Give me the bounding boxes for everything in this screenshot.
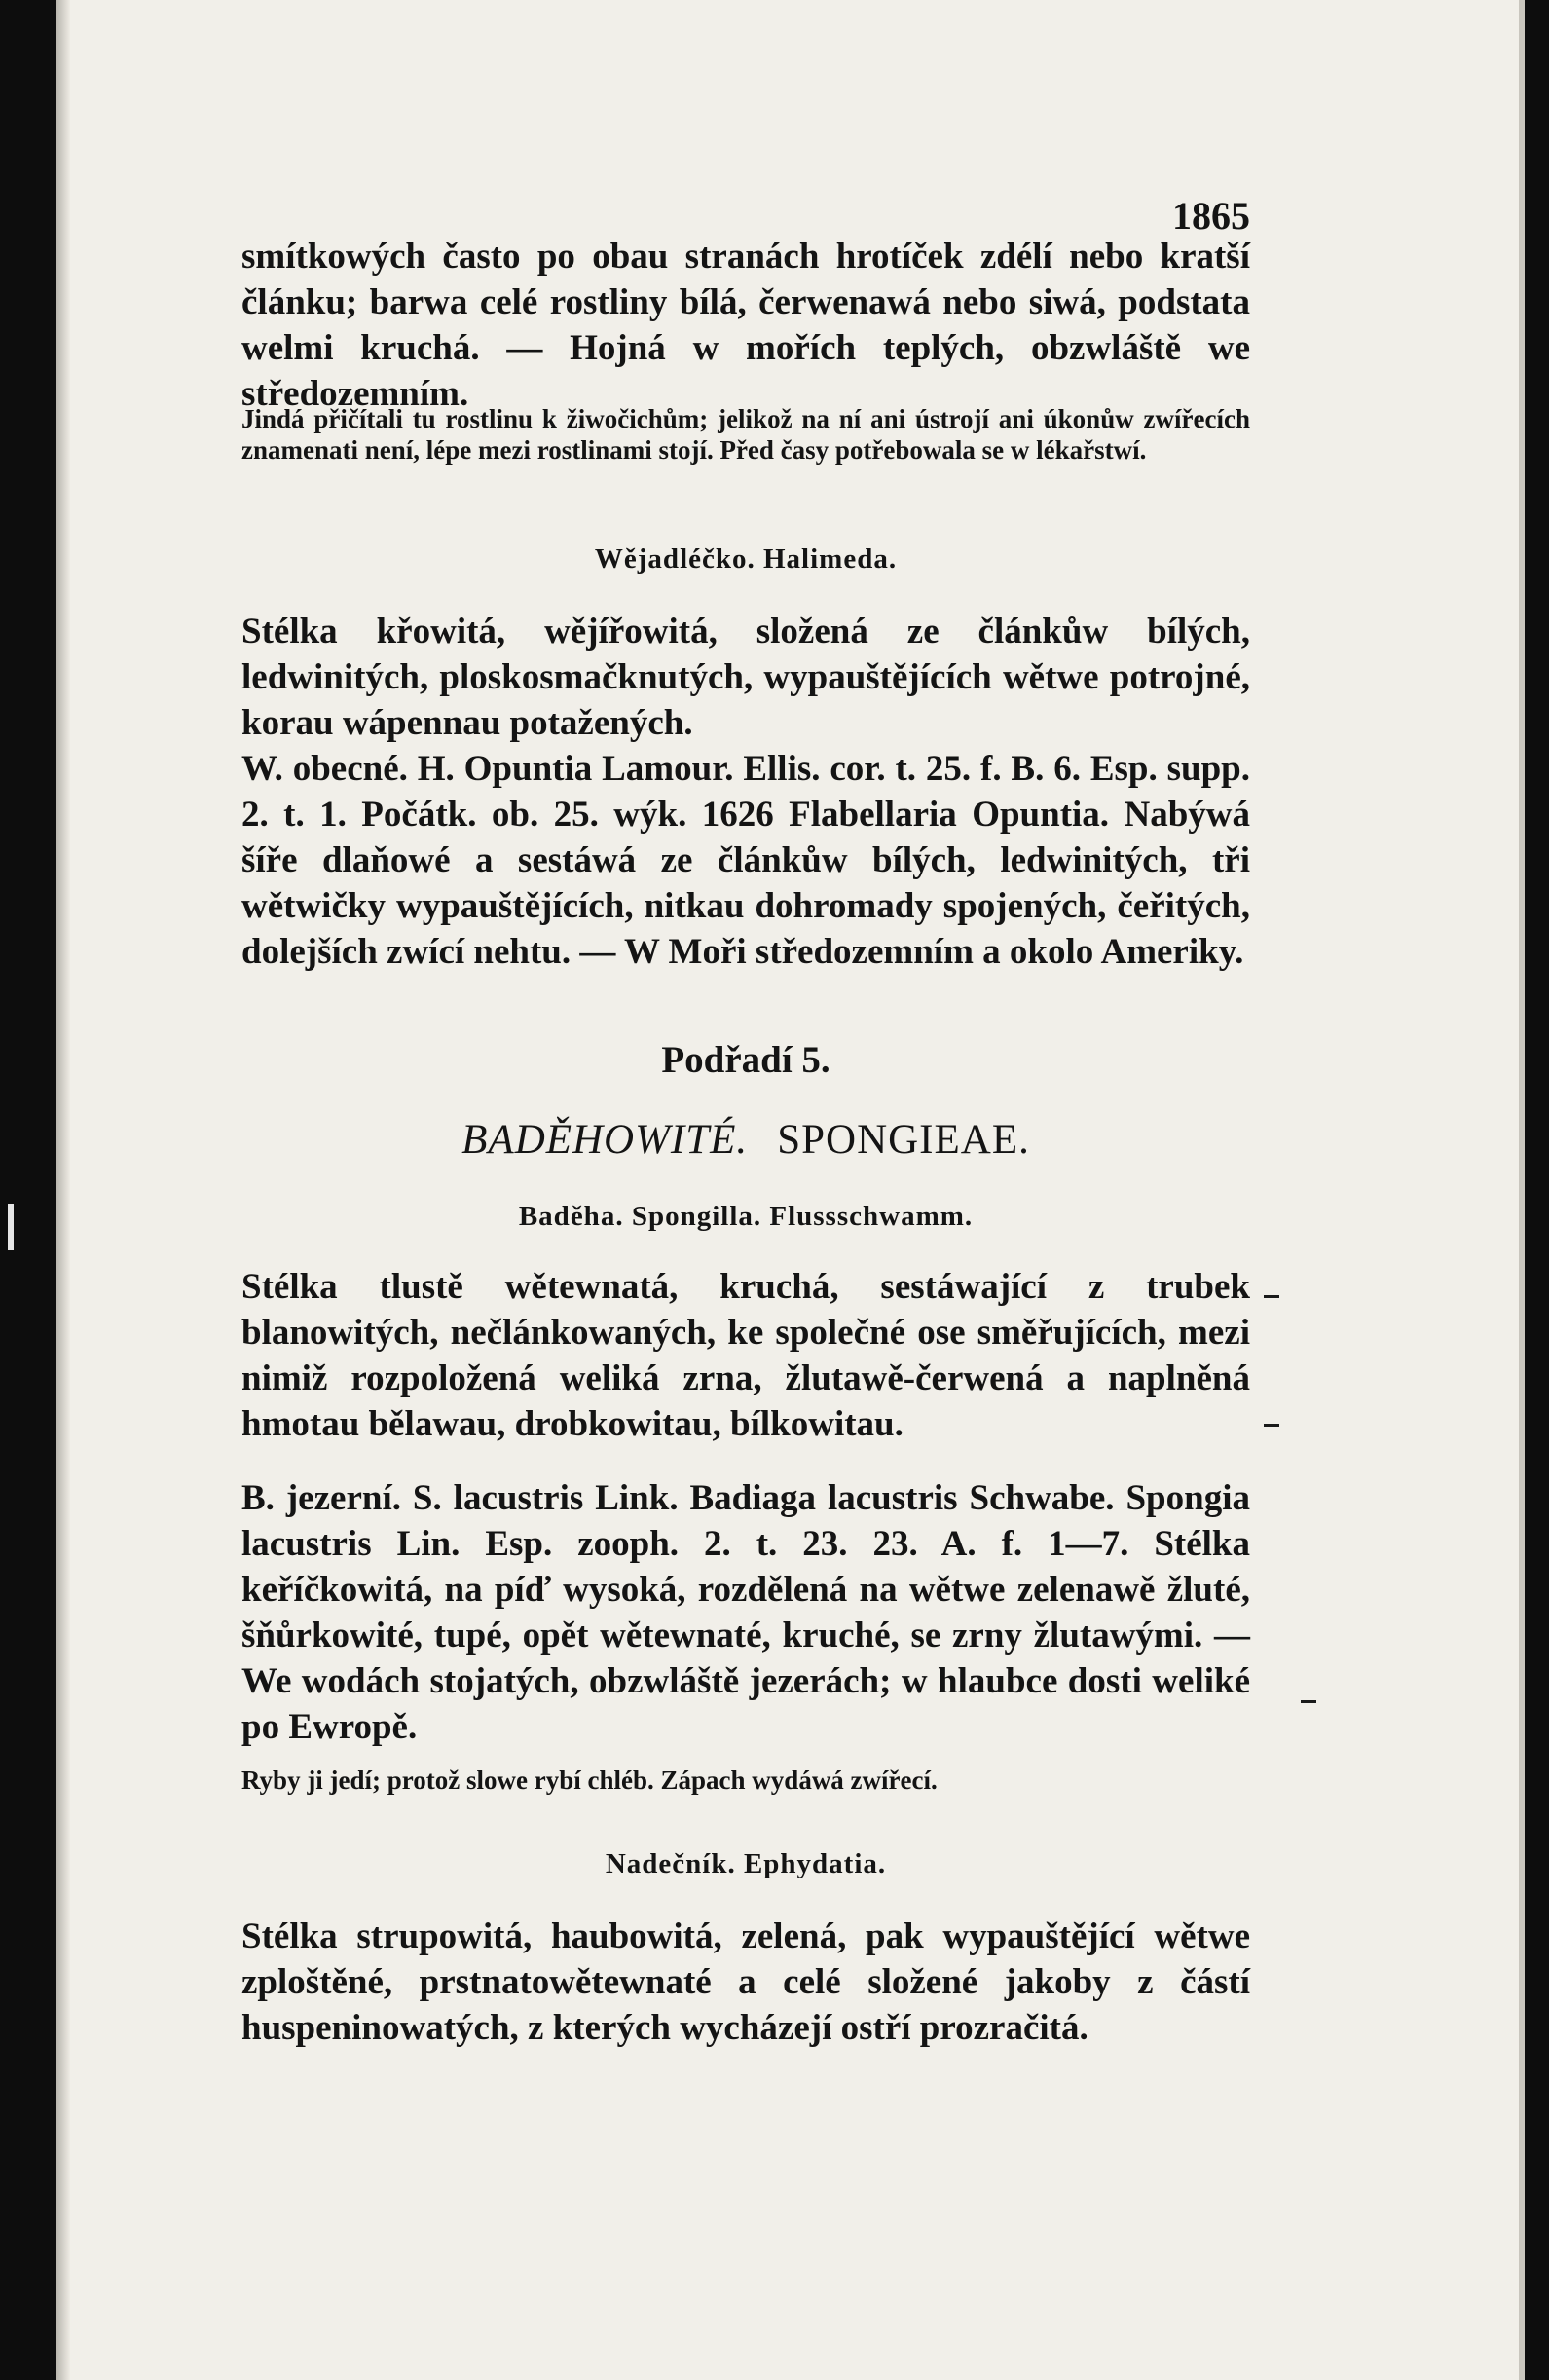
- margin-mark: [1264, 1424, 1279, 1427]
- paragraph-ephydatia-diagnosis: Stélka strupowitá, haubowitá, zelená, pak wypauštějící wětwe zploštěné, prstnatowětewnaté a celé složené jakoby z částí huspeninowatých, z kterých wycházejí ostří prozračitá.: [241, 1916, 1250, 2048]
- paragraph-halimeda-opuntia: W. obecné. H. Opuntia Lamour. Ellis. cor. t. 25. f. B. 6. Esp. supp. 2. t. 1. Počátk. ob. 25. wýk. 1626 Flabellaria Opuntia. Nabýwá šíře dlaňowé a sestáwá ze článkůw bílých, ledwinitých, tři wětwičky wypauštějících, nitkau dohromady spojených, čeřitých, dolejších zwící nehtu. — W Moři středozemním a okolo Ameriky.: [241, 749, 1250, 972]
- genus-heading-halimeda: Wějadléčko. Halimeda.: [594, 543, 898, 575]
- scan-margin-speck: [8, 1204, 14, 1250]
- family-latin-name: SPONGIEAE.: [777, 1117, 1030, 1163]
- margin-mark: [1301, 1700, 1316, 1703]
- paragraph-halimeda-description-end: smítkowých často po obau stranách hrotíček zdélí nebo kratší článku; barwa celé rostliny bílá, čerwenawá nebo siwá, podstata welmi kruchá. — Hojná w mořích teplých, obzwláště we středozemním.: [241, 237, 1250, 414]
- page-number: 1865: [1172, 194, 1250, 238]
- note-halimeda: Jindá přičítali tu rostlinu k žiwočichům; jelikož na ní ani ústrojí ani úkonůw zwířecích znamenati není, lépe mezi rostlinami stojí. Před časy potřebowala se w lékařstwí.: [241, 404, 1250, 465]
- margin-mark: [1264, 1295, 1279, 1298]
- page-edge: [1519, 0, 1525, 2380]
- paragraph-spongilla-diagnosis: Stélka tlustě wětewnatá, kruchá, sestáwající z trubek blanowitých, nečlánkowaných, ke společné ose směřujících, mezi nimiž rozpoložená weliká zrna, žlutawě-čerwená a naplněná hmotau bělawau, drobkowitau, bílkowitau.: [241, 1267, 1250, 1444]
- page-gutter-shadow: [56, 0, 70, 2380]
- paragraph-spongilla-lacustris: B. jezerní. S. lacustris Link. Badiaga lacustris Schwabe. Spongia lacustris Lin. Esp. zooph. 2. t. 23. 23. A. f. 1—7. Stélka keříčkowitá, na píď wysoká, rozdělená na wětwe zelenawě žluté, šňůrkowité, tupé, opět wětewnaté, kruché, se zrny žlutawými. — We wodách stojatých, obzwláště jezerách; w hlaubce dosti weliké po Ewropě.: [241, 1478, 1250, 1747]
- genus-heading-ephydatia: Nadečník. Ephydatia.: [605, 1848, 887, 1879]
- order-label: Podřadí 5.: [661, 1039, 830, 1081]
- genus-heading-spongilla: Baděha. Spongilla. Flussschwamm.: [518, 1201, 974, 1232]
- family-heading: [241, 1116, 1250, 1164]
- paragraph-halimeda-diagnosis: Stélka křowitá, wějířowitá, složená ze článkůw bílých, ledwinitých, ploskosmačknutých, wypauštějících wětwe potrojné, korau wápennau potažených.: [241, 612, 1250, 743]
- family-czech-name: BADĚHOWITÉ.: [461, 1117, 749, 1163]
- book-page: [56, 0, 1525, 2380]
- note-spongilla: Ryby ji jedí; protož slowe rybí chléb. Zápach wydáwá zwířecí.: [241, 1766, 938, 1795]
